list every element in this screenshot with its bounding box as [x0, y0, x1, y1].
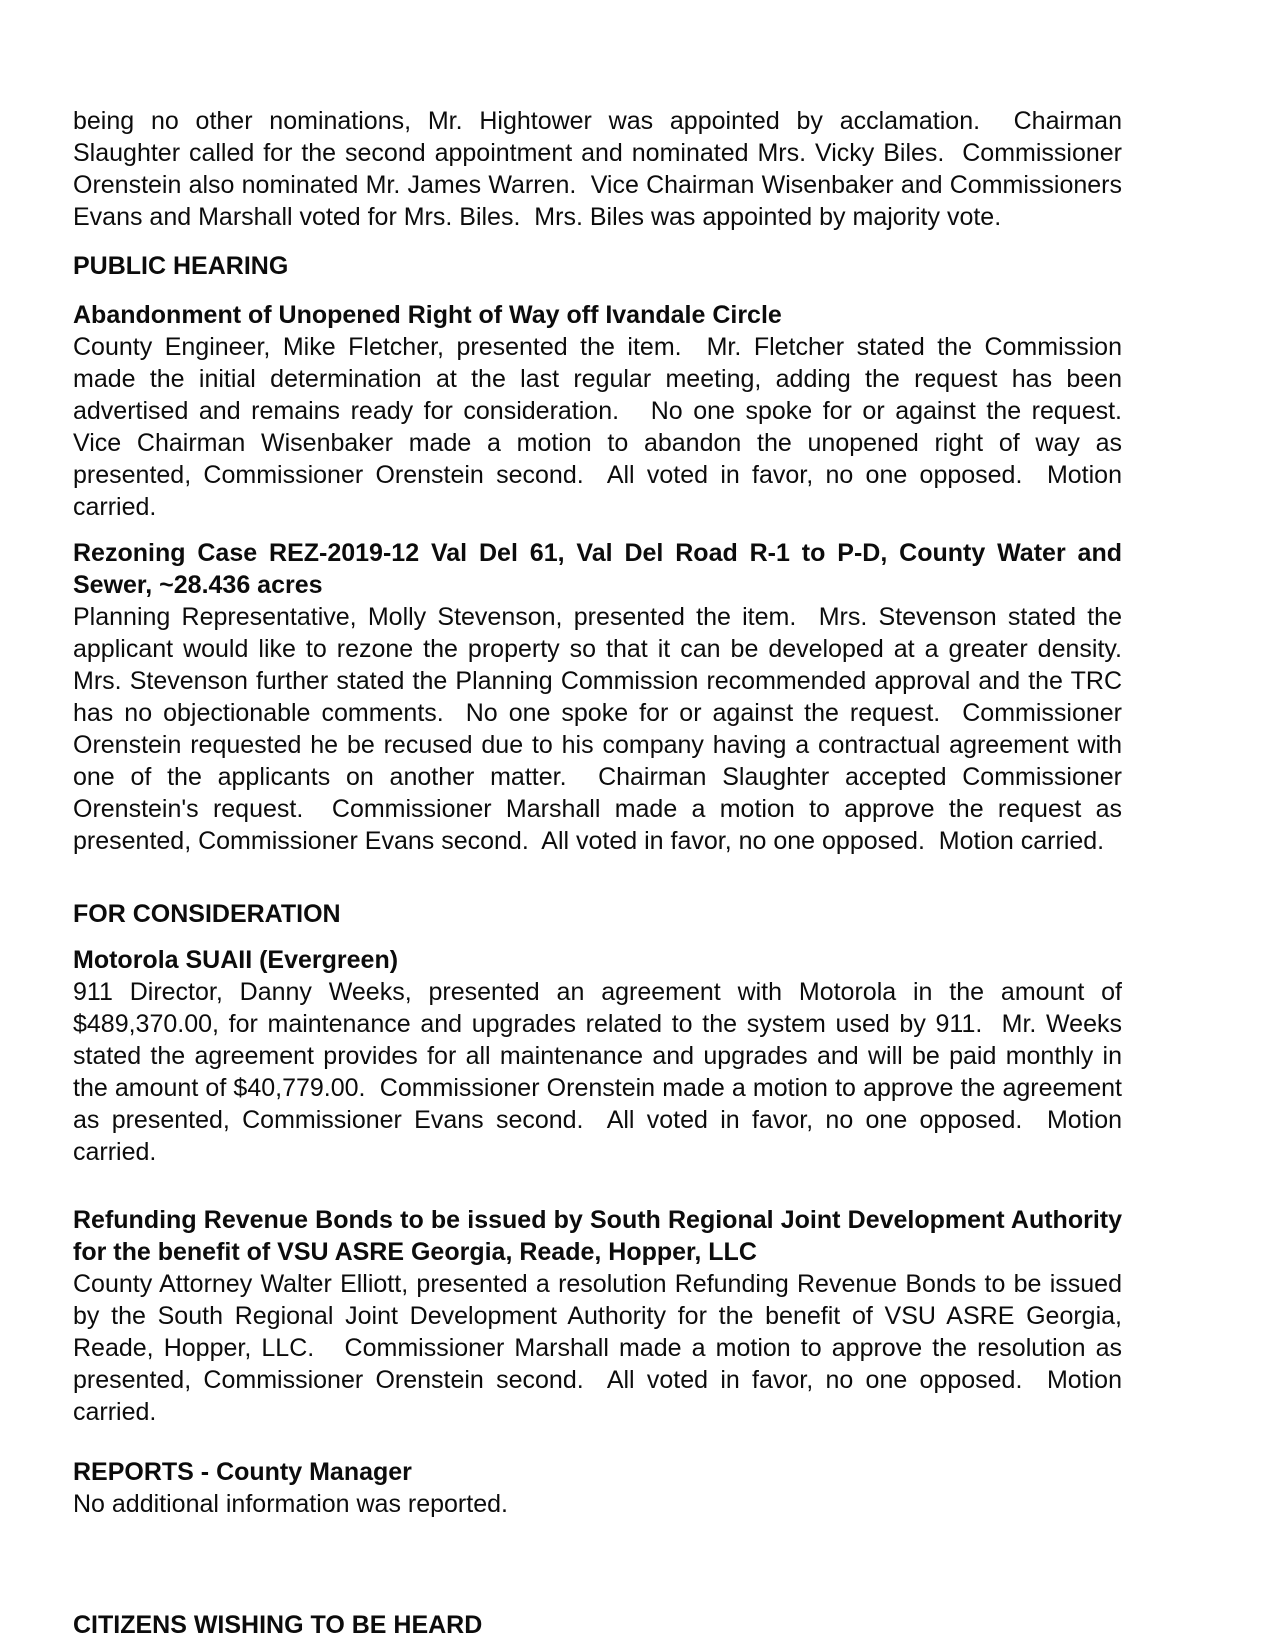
reports-paragraph: No additional information was reported. [73, 1490, 508, 1518]
item-heading-abandonment-right-of-way: Abandonment of Unopened Right of Way off Ivandale Circle [73, 301, 782, 329]
item-heading-rezoning-case: Rezoning Case REZ-2019-12 Val Del 61, Val Del Road R-1 to P-D, County Water and Sewer, ~28.436 acres [73, 539, 1129, 599]
section-heading-for-consideration: FOR CONSIDERATION [73, 900, 341, 928]
rezoning-paragraph: Planning Representative, Molly Stevenson, presented the item. Mrs. Stevenson stated the applicant would like to rezone the property so that it can be developed at a greater density. Mrs. Stevenson further stated the Planning Commission recommended approval and the TRC has no objectionable comments. No one spoke for or against the request. Commissioner Orenstein requested he be recused due to his company having a contractual agreement with one of the applicants on another matter. Chairman Slaughter accepted Commissioner Orenstein's request. Commissioner Marshall made a motion to approve the request as presented, Commissioner Evans second. All voted in favor, no one opposed. Motion carried. [73, 603, 1136, 855]
item-heading-reports-county-manager: REPORTS - County Manager [73, 1458, 412, 1486]
item-heading-refunding-revenue-bonds: Refunding Revenue Bonds to be issued by South Regional Joint Development Authority for the benefit of VSU ASRE Georgia, Reade, Hopper, LLC [73, 1206, 1129, 1266]
abandonment-paragraph: County Engineer, Mike Fletcher, presented the item. Mr. Fletcher stated the Commission made the initial determination at the last regular meeting, adding the request has been advertised and remains ready for consideration. No one spoke for or against the request. Vice Chairman Wisenbaker made a motion to abandon the unopened right of way as presented, Commissioner Orenstein second. All voted in favor, no one opposed. Motion carried. [73, 333, 1136, 521]
item-heading-motorola-suaii: Motorola SUAII (Evergreen) [73, 946, 399, 974]
motorola-paragraph: 911 Director, Danny Weeks, presented an agreement with Motorola in the amount of $489,370.00, for maintenance and upgrades related to the system used by 911. Mr. Weeks stated the agreement provides for all maintenance and upgrades and will be paid monthly in the amount of $40,779.00. Commissioner Orenstein made a motion to approve the agreement as presented, Commissioner Evans second. All voted in favor, no one opposed. Motion carried. [73, 978, 1129, 1166]
intro-paragraph: being no other nominations, Mr. Hightower was appointed by acclamation. Chairman Slaughter called for the second appointment and nominated Mrs. Vicky Biles. Commissioner Orenstein also nominated Mr. James Warren. Vice Chairman Wisenbaker and Commissioners Evans and Marshall voted for Mrs. Biles. Mrs. Biles was appointed by majority vote. [73, 107, 1129, 231]
refunding-paragraph: County Attorney Walter Elliott, presented a resolution Refunding Revenue Bonds to be issued by the South Regional Joint Development Authority for the benefit of VSU ASRE Georgia, Reade, Hopper, LLC. Commissioner Marshall made a motion to approve the resolution as presented, Commissioner Orenstein second. All voted in favor, no one opposed. Motion carried. [73, 1270, 1129, 1426]
section-heading-public-hearing: PUBLIC HEARING [73, 252, 289, 280]
section-heading-citizens-wishing-to-be-heard: CITIZENS WISHING TO BE HEARD [73, 1611, 483, 1639]
